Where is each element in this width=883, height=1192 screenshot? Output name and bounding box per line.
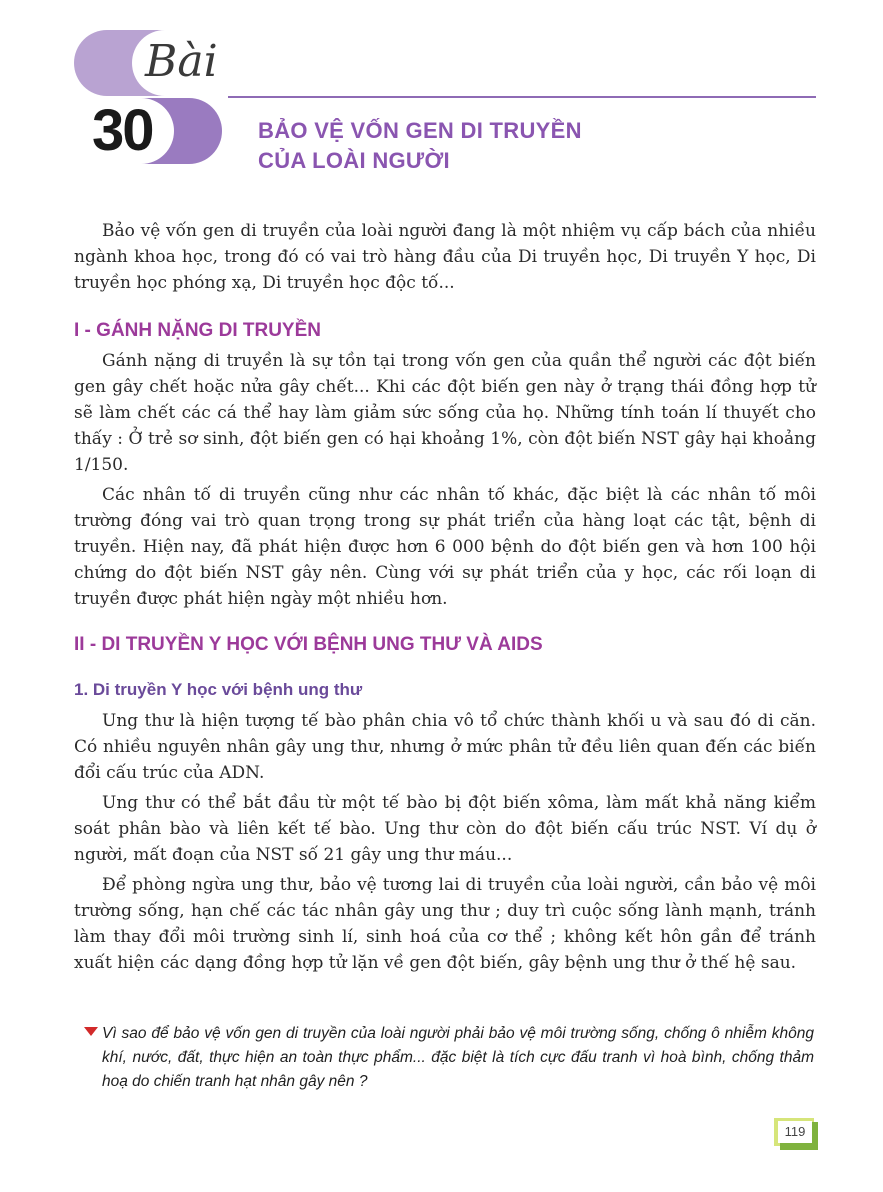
page-number-box (774, 1118, 818, 1150)
lesson-title-line1: BẢO VỆ VỐN GEN DI TRUYỀN (258, 118, 582, 143)
lesson-number: 30 (92, 98, 153, 163)
lesson-title (258, 116, 582, 176)
triangle-down-icon (84, 1027, 98, 1036)
section2-paragraph-3-text: Để phòng ngừa ung thư, bảo vệ tương lai di truyền của loài người, cần bảo vệ môi trường sống, hạn chế các tác nhân gây ung thư ; duy trì cuộc sống lành mạnh, tránh làm thay đổi môi trường sinh lí, sinh hoá của cơ thể ; không kết hôn gần để tránh xuất hiện các dạng đồng hợp tử lặn về gen đột biến, gây bệnh ung thư ở thế hệ sau. (74, 875, 816, 973)
section2-subheading: 1. Di truyền Y học với bệnh ung thư (74, 680, 363, 699)
intro-paragraph (74, 218, 816, 296)
section2-paragraph-2 (74, 790, 816, 868)
section2-paragraph-3 (74, 872, 816, 976)
intro-text: Bảo vệ vốn gen di truyền của loài người đang là một nhiệm vụ cấp bách của nhiều ngành khoa học, trong đó có vai trò hàng đầu của Di truyền học, Di truyền Y học, Di truyền học phóng xạ, Di truyền học độc tố... (74, 221, 816, 293)
header-divider (228, 96, 816, 98)
section1-paragraph-2-text: Các nhân tố di truyền cũng như các nhân tố khác, đặc biệt là các nhân tố môi trường đóng vai trò quan trọng trong sự phát triển của hàng loạt các tật, bệnh di truyền. Hiện nay, đã phát hiện được hơn 6 000 bệnh do đột biến gen và hơn 100 hội chứng do đột biến NST gây nên. Cùng với sự phát triển của y học, các rối loạn di truyền được phát hiện ngày một nhiều hơn. (74, 485, 816, 609)
section2-heading: II - DI TRUYỀN Y HỌC VỚI BỆNH UNG THƯ VÀ AIDS (74, 634, 543, 655)
section1-heading: I - GÁNH NẶNG DI TRUYỀN (74, 320, 321, 341)
section1-paragraph-1 (74, 348, 816, 478)
section2-paragraph-1-text: Ung thư là hiện tượng tế bào phân chia vô tổ chức thành khối u và sau đó di căn. Có nhiều nguyên nhân gây ung thư, nhưng ở mức phân tử đều liên quan đến các biến đổi cấu trúc của ADN. (74, 711, 816, 783)
section2-paragraph-1 (74, 708, 816, 786)
section1-paragraph-1-text: Gánh nặng di truyền là sự tồn tại trong vốn gen của quần thể người các đột biến gen gây chết hoặc nửa gây chết... Khi các đột biến gen này ở trạng thái đồng hợp tử sẽ làm chết các cá thể hay làm giảm sức sống của họ. Những tính toán lí thuyết cho thấy : Ở trẻ sơ sinh, đột biến gen có hại khoảng 1%, còn đột biến NST gây hại khoảng 1/150. (74, 351, 816, 475)
section1-paragraph-2 (74, 482, 816, 612)
review-question-text: Vì sao để bảo vệ vốn gen di truyền của loài người phải bảo vệ môi trường sống, chống ô nhiễm không khí, nước, đất, thực hiện an toàn thực phẩm... đặc biệt là tích cực đấu tranh vì hoà bình, chống thảm hoạ do chiến tranh hạt nhân gây nên ? (102, 1025, 814, 1090)
lesson-title-line2: CỦA LOÀI NGƯỜI (258, 148, 450, 173)
lesson-word: Bài (145, 36, 218, 87)
section2-paragraph-2-text: Ung thư có thể bắt đầu từ một tế bào bị đột biến xôma, làm mất khả năng kiểm soát phân bào và liên kết tế bào. Ung thư còn do đột biến cấu trúc NST. Ví dụ ở người, mất đoạn của NST số 21 gây ung thư máu... (74, 793, 816, 865)
page-number: 119 (784, 1124, 806, 1139)
